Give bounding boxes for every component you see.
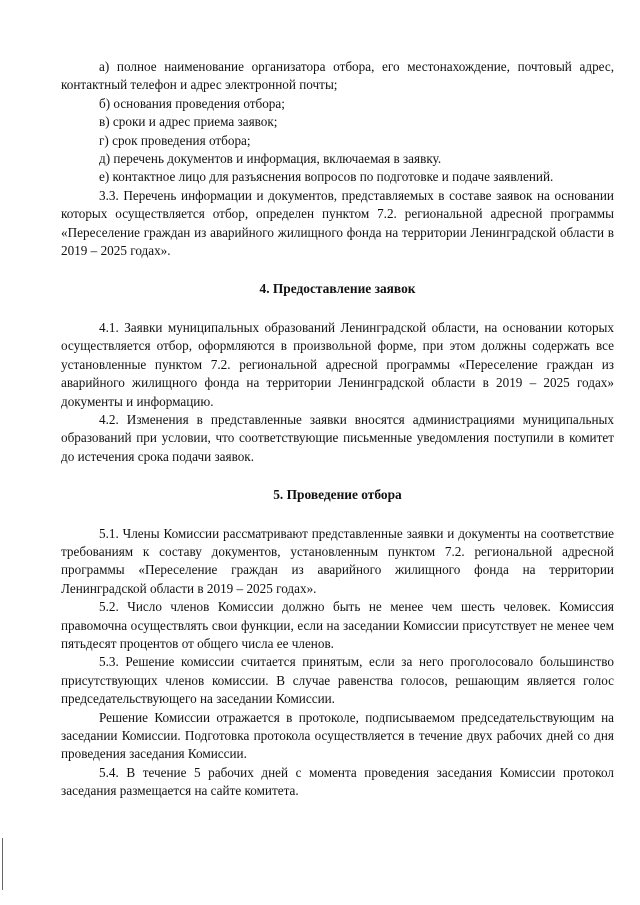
paragraph-5-4: 5.4. В течение 5 рабочих дней с момента проведения заседания Комиссии протокол заседания размещается на сайте комитета.: [61, 764, 614, 799]
item-e: е) контактное лицо для разъяснения вопросов по подготовке и подаче заявлений.: [99, 169, 554, 185]
paragraph-5-1: 5.1. Члены Комиссии рассматривают представленные заявки и документы на соответствие требованиям к составу документов, установленным пунктом 7.2. региональной адресной программы «Переселение граждан из аварийного жилищного фонда на территории Ленинградской области в 2019 – 2025 годах».: [61, 525, 614, 596]
section-4-heading: 4. Предоставление заявок: [259, 281, 416, 297]
item-g: г) срок проведения отбора;: [99, 132, 251, 148]
paragraph-5-2: 5.2. Число членов Комиссии должно быть не менее чем шесть человек. Комиссия правомочна осуществлять свои функции, если на заседании Комиссии присутствует не менее чем пятьдесят процентов от общего числа ее членов.: [61, 599, 614, 651]
paragraph-3-3: 3.3. Перечень информации и документов, представляемых в составе заявок на основании которых осуществляется отбор, определен пунктом 7.2. региональной адресной программы «Переселение граждан из аварийного жилищного фонда на территории Ленинградской области в 2019 – 2025 годах».: [61, 187, 614, 259]
paragraph-4-2: 4.2. Изменения в представленные заявки вносятся администрациями муниципальных образований при условии, что соответствующие письменные уведомления поступили в комитет до истечения срока подачи заявок.: [61, 411, 614, 464]
paragraph-5-3: 5.3. Решение комиссии считается принятым, если за него проголосовало большинство присутствующих членов комиссии. В случае равенства голосов, решающим является голос председательствующего на заседании Комиссии.: [61, 654, 614, 707]
item-a: а) полное наименование организатора отбора, его местонахождение, почтовый адрес, контактный телефон и адрес электронной почты;: [61, 59, 614, 93]
paragraph-5-3-decision: Решение Комиссии отражается в протоколе, подписываемом председательствующим на заседании Комиссии. Подготовка протокола осуществляется в течение двух рабочих дней со дня проведения заседания Комиссии.: [61, 709, 614, 762]
item-d: д) перечень документов и информация, включаемая в заявку.: [99, 151, 442, 167]
paragraph-4-1: 4.1. Заявки муниципальных образований Ленинградской области, на основании которых осуществляется отбор, оформляются в произвольной форме, при этом должны содержать все установленные пунктом 7.2. региональной адресной программы «Переселение граждан из аварийного жилищного фонда на территории Ленинградской области в 2019 – 2025 годах» документы и информацию.: [61, 319, 614, 409]
document-body: [61, 58, 614, 801]
item-v: в) сроки и адрес приема заявок;: [99, 114, 278, 130]
scan-edge-mark: [2, 838, 3, 890]
section-5-heading: 5. Проведение отбора: [273, 487, 402, 503]
item-b: б) основания проведения отбора;: [99, 95, 285, 111]
